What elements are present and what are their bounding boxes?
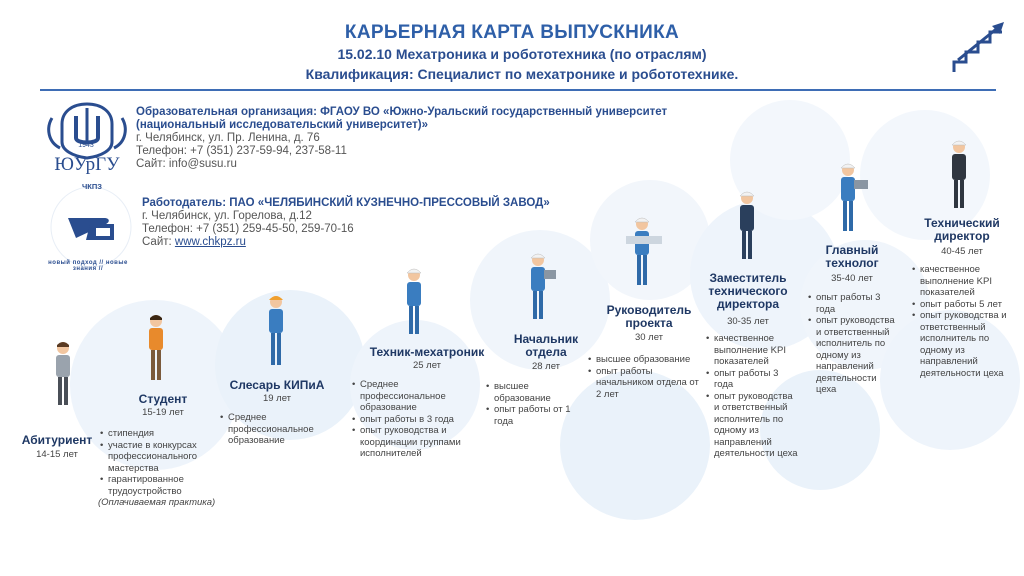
stage-list-technician [350, 379, 484, 460]
university-info [136, 106, 726, 171]
stage-age-department-head: 28 лет [531, 361, 561, 372]
university-site: Сайт: info@susu.ru [136, 158, 237, 170]
list-item: • опыт руководства и ответственный исполнитель по одному из направлений деятельности цеха [704, 391, 800, 460]
list-item: • опыт работы 3 года [704, 368, 800, 391]
university-label-2: (национальный исследовательский университет)» [136, 119, 428, 131]
employer-phone: Телефон: +7 (351) 259-45-50, 259-70-16 [142, 223, 354, 235]
stage-title-department-head: Начальник отдела [513, 332, 579, 359]
list-item: • опыт руководства и ответственный исполнитель по одному из направлений деятельности цеха [910, 310, 1020, 379]
list-item: • опыт работы в 3 года [350, 414, 484, 426]
qualification-subtitle: Квалификация: Специалист по мехатронике и робототехнике. [305, 66, 739, 82]
list-item: • качественное выполнение KPI показателей [704, 333, 800, 368]
stage-age-project-manager: 30 лет [634, 332, 664, 343]
stage-title-deputy-director: Заместитель технического директора [708, 271, 788, 311]
employer-site-link[interactable]: www.chkpz.ru [174, 236, 246, 248]
applicant-figure [50, 340, 76, 410]
list-item: • высшее образование [586, 354, 702, 366]
list-item: • высшее образование [484, 381, 584, 404]
student-figure [143, 313, 169, 385]
susu-logo-year: 1943 [78, 142, 94, 149]
list-item: • Среднее профессиональное образование [350, 379, 484, 414]
list-item: • опыт работы 5 лет [910, 299, 1020, 311]
project-manager-figure [626, 214, 664, 290]
stage-list-deputy-director [704, 333, 800, 460]
employer-site-row [142, 236, 662, 249]
stage-title-technician: Техник-мехатроник [369, 345, 485, 359]
employer-address: г. Челябинск, ул. Горелова, д.12 [142, 210, 312, 222]
employer-site-label: Сайт: [142, 236, 175, 248]
stage-list-fitter [218, 412, 336, 447]
list-item: • опыт работы от 1 года [484, 404, 584, 427]
list-item: • Среднее профессиональное образование [218, 412, 336, 447]
stage-list-chief-technologist [806, 292, 898, 396]
list-item-note: (Оплачиваемая практика) [98, 497, 216, 508]
stage-age-deputy-director: 30-35 лет [727, 316, 769, 327]
chkpz-logo-ring-text: новый подход // новые знания // [48, 260, 128, 272]
university-label: Образовательная организация: ФГАОУ ВО «Южно-Уральский государственный университет [136, 106, 668, 118]
list-item: • опыт работы 3 года [806, 292, 898, 315]
list-item: • гарантированное трудоустройство [98, 474, 218, 497]
list-item: • качественное выполнение KPI показателей [910, 264, 1020, 299]
stage-age-technical-director: 40-45 лет [941, 246, 983, 257]
technical-director-figure [945, 137, 973, 211]
university-address: г. Челябинск, ул. Пр. Ленина, д. 76 [136, 132, 320, 144]
department-head-figure [524, 250, 558, 322]
susu-logo-text: ЮУрГУ [54, 154, 120, 175]
stairs-arrow-icon [950, 20, 1010, 76]
fitter-figure [263, 292, 289, 370]
list-item: • опыт руководства и координации группами исполнителей [350, 425, 484, 460]
stage-title-fitter: Слесарь КИПиА [229, 378, 325, 392]
list-item: • опыт руководства и ответственный исполнитель по одному из направлений деятельности цеха [806, 315, 898, 396]
stage-title-chief-technologist: Главный технолог [825, 243, 879, 270]
stage-age-student: 15-19 лет [142, 407, 184, 418]
employer-info [142, 197, 662, 249]
chkpz-logo-text: ЧКПЗ [82, 182, 102, 191]
stage-age-technician: 25 лет [412, 360, 442, 371]
stage-title-project-manager: Руководитель проекта [606, 303, 692, 330]
stage-title-student: Студент [138, 392, 188, 406]
stage-list-project-manager [586, 354, 702, 400]
list-item: • стипендия [98, 428, 218, 440]
list-item: • участие в конкурсах профессионального мастерства [98, 440, 218, 475]
chkpz-logo [46, 182, 136, 272]
stage-title-applicant: Абитуриент [21, 433, 93, 447]
page-title: КАРЬЕРНАЯ КАРТА ВЫПУСКНИКА [344, 22, 680, 43]
technician-figure [400, 265, 428, 337]
stage-age-chief-technologist: 35-40 лет [831, 273, 873, 284]
university-phone: Телефон: +7 (351) 237-59-94, 237-58-11 [136, 145, 347, 157]
deputy-director-figure [733, 188, 761, 264]
header-divider [40, 89, 996, 91]
stage-title-technical-director: Технический директор [924, 216, 1000, 243]
stage-list-department-head [484, 381, 584, 427]
stage-age-fitter: 19 лет [262, 393, 292, 404]
stage-list-student [98, 428, 218, 509]
stage-age-applicant: 14-15 лет [36, 449, 78, 460]
list-item: • опыт работы начальником отдела от 2 лет [586, 366, 702, 401]
stage-list-technical-director [910, 264, 1020, 379]
chief-technologist-figure [834, 160, 872, 236]
employer-label: Работодатель: ПАО «ЧЕЛЯБИНСКИЙ КУЗНЕЧНО-ПРЕССОВЫЙ ЗАВОД» [142, 197, 550, 209]
specialty-subtitle: 15.02.10 Мехатроника и робототехника (по отраслям) [337, 46, 707, 62]
